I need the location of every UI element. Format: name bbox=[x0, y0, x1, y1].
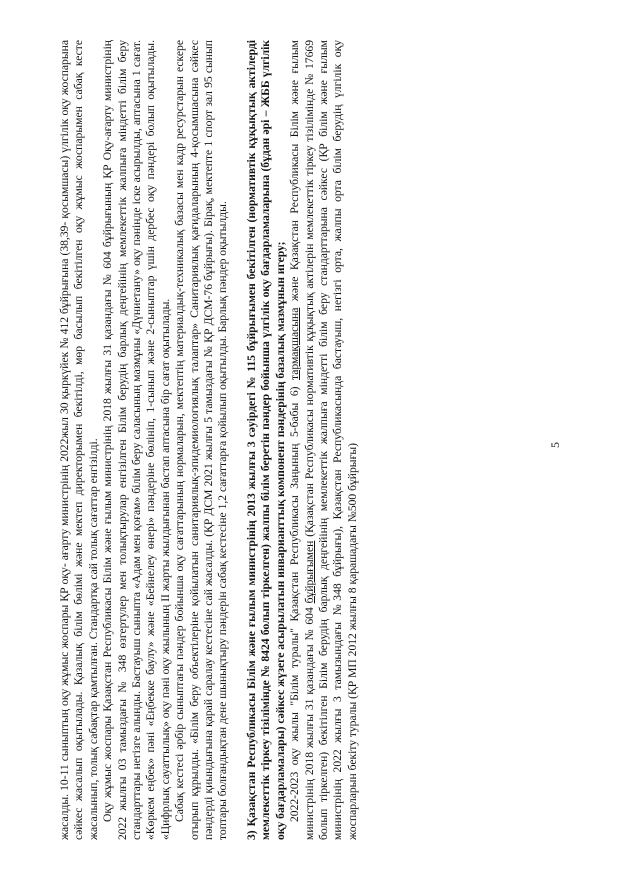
paragraph-standards-part-b: және Қазақстан Республикасы Білім және ғылым министрінің 2018 жылғы 31 қазандағы № 604 bbox=[288, 39, 316, 840]
link-order: бұйрығымен bbox=[302, 540, 316, 604]
paragraph-curriculum: Оқу жұмыс жоспары Қазақстан Республикасы Білім және ғылым министрінің 2018 жылғы 31 қазандағы № 604 бұйрығының ҚР Оқу-ағарту министрінің 2022 жылғы 03 тамыздағы № 348 өзгертулер мен толықтырулар енгізілген Білім берудің барлық деңгейінің мемлекеттік жалпыға міндетті білім беру стандарттары негізге алынды. Бастауыш сыныпта «Адам мен қоғам» білім беру саласының мазмұны «Дүниетану» оқу пәнінде іске асырылды, аптасына 1 сағат. «Көркем еңбек» пәні «Еңбекке баулу» және «Бейнелеу өнері» пәндеріне бөлініп, 1-сынып және 2-сыныптар үшін дербес оқу пәндері болып оқытылады. «Цифрлық сауаттылық» оқу пәні оқу жылының II жарты жылдығынан бастап аптасына бір сағат оқытылады. bbox=[101, 40, 172, 840]
paragraph-intro: жасалды. 10-11 сыныптың оқу жұмыс жоспары ҚР оқу- ағарту министрінің 2022жыл 30 қыркүйек № 412 бұйрығына (38,39- қосымшасы) үлгілік оқу жоспарына сәйкес жасалып оқытылады. Қазалық білім бөлімі және мектеп директорымен бекітілді, мөр басылып бекітілген оқу жұмыс жоспарымен сабақ кесте жасалынып, толық сабақтар қамтылған. Стандартқа сай толық сағаттар енгізілді. bbox=[58, 40, 100, 840]
paragraph-gap bbox=[231, 40, 245, 840]
section-3-heading: 3) Қазақстан Республикасы Білім және ғылым министрінің 2013 жылғы 3 сәуірдегі № 115 бұйрығымен бекітілген (нормативтік құқықтық актілерді мемлекеттік тіркеу тізілімінде № 8424 болып тіркелген) жалпы білім беретін пәндер бойынша үлгілік оқу бағдарламаларына (бұдан әрі – ЖББ үлгілік оқу бағдарламалары) сәйкес жүзеге асырылатын инварианттық компонент пәндерінің базалық мазмұнын игеру; bbox=[244, 40, 287, 840]
paragraph-standards bbox=[288, 40, 360, 840]
rotated-text-block bbox=[50, 28, 570, 848]
link-subparagraph: тармақшасына bbox=[288, 307, 302, 380]
page-number: 5 bbox=[548, 442, 562, 448]
paragraph-standards-part-a: 2022-2023 оқу жылы "Білім туралы" Қазақстан Республикасы Заңының 5-бабы 6) bbox=[288, 379, 302, 822]
document-body bbox=[58, 40, 360, 840]
paragraph-standards-part-c: (Қазақстан Республикасы нормативтік құқықтық актілерін мемлекеттік тіркеу тізілімінде № 17669 болып тіркелген) бекітілген Білім берудің барлық деңгейінің мемлекеттік жалпыға міндетті білім беру стандарттарына сәйкес (ҚР білім және ғылым министрінің 2022 жылғы 3 тамызындағы №348 бұйрығы), Қазақстан Республикасында бастауыш, негізгі орта, жалпы орта білім берудің үлгілік оқу жоспарларын бекіту туралы (ҚР МП 2012 жылғы 8 қарашадағы №500 бұйрығы) bbox=[302, 40, 359, 840]
paragraph-schedule: Сабақ кестесі әрбір сыныптағы пәндер бойынша оқу сағаттарының нормаларын, мектептің материалдық-техникалық базасы мен кадр ресурстарын ескере отырып құрылды. «Білім беру объектілеріне қойылатын санитариялық-эпидемиологиялық талаптар» Санитариялық қағидаларының 4-қосымшасына сәйкес пәндерді қиындығына қарай саралау кестесіне сай жасалды. (ҚР ДСМ 2021 жылғы 5 тамыздағы № ҚР ДСМ-76 бұйрығы). Бірақ, мектепте 1 спорт зал 95 сынып топтары болғандықтан дене шынықтыру пәндерін сабақ кестесіне 1,2 сағаттарға қойылып оқытылды. Барлық пәндер оқытылды. bbox=[173, 40, 230, 840]
